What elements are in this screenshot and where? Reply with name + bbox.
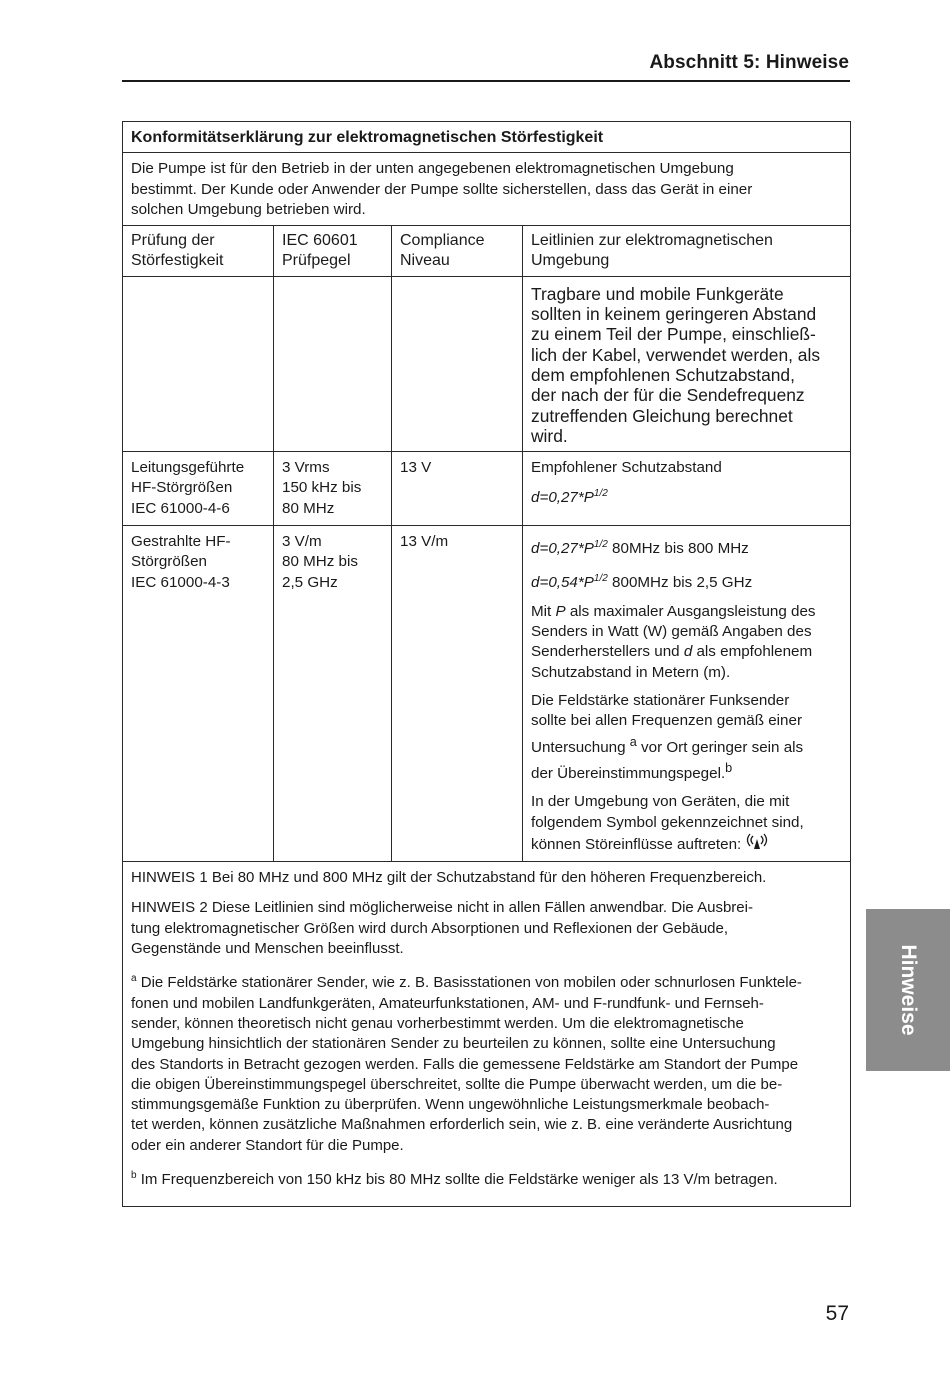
general-guidance: Tragbare und mobile Funkgeräte sollten in keinem geringeren Abstand zu einem Teil der Pumpe, einschließ- lich der Kabel, verwendet werden, als dem empfohlenen Schutzabstand, der nach der für die Sendefrequenz zutreffenden Gleichung berechnet wird. bbox=[523, 276, 851, 451]
radiated-guidance bbox=[523, 526, 851, 862]
column-header-row bbox=[123, 226, 851, 277]
general-guidance-row bbox=[123, 276, 851, 451]
empty-cell bbox=[392, 276, 523, 451]
column-header-test: Prüfung der Störfestigkeit bbox=[123, 226, 274, 277]
note-1: HINWEIS 1 Bei 80 MHz und 800 MHz gilt der Schutzabstand für den höheren Frequenzbereich. bbox=[131, 869, 767, 887]
table-title: Konformitätserklärung zur elektromagnetischen Störfestigkeit bbox=[123, 122, 851, 153]
table-notes bbox=[123, 862, 851, 1207]
column-header-guidance: Leitlinien zur elektromagnetischen Umgebung bbox=[523, 226, 851, 277]
header-rule bbox=[122, 80, 850, 82]
section-title: Abschnitt 5: Hinweise bbox=[649, 52, 849, 73]
emc-immunity-table bbox=[122, 121, 851, 1207]
footnote-a: $^a$ Die Feldstärke stationärer Sender, wie z. B. Basisstationen von mobilen oder schnurlosen Funktele- fonen und mobilen Landfunkgeräten, Amateurfunkstationen, AM- und F-rundfunk- und Fernseh- sender, können theoretisch nicht genau vorherbestimmt werden. Um die elektromagnetische Umgebung hinsichtlich der stationären Sender zu beurteilen zu können, sollte eine Untersuchung des Standorts in Betracht gezogen werden. Falls die gemessene Feldstärke am Standort der Pumpe die obigen Übereinstimmungspegel überschreitet, sollte die Pumpe überwacht werden, um die be- stimmungsgemäße Funktion zu überprüfen. Wenn ungewöhnliche Leistungsmerkmale beobach- tet werden, können zusätzliche Maßnahmen erforderlich sein, wie z. B. eine veränderte Ausrichtung oder ein anderer Standort für die Pumpe. bbox=[131, 973, 802, 1154]
radiated-level: 3 V/m 80 MHz bis 2,5 GHz bbox=[274, 526, 392, 862]
conducted-level: 3 Vrms 150 kHz bis 80 MHz bbox=[274, 452, 392, 526]
page-number: 57 bbox=[825, 1302, 849, 1325]
conducted-test: Leitungsgeführte HF-Störgrößen IEC 61000-4-6 bbox=[123, 452, 274, 526]
conducted-guidance: Empfohlener Schutzabstand $d=0,27*P^{1/2}$ bbox=[523, 452, 851, 526]
empty-cell bbox=[123, 276, 274, 451]
radiated-rf-row bbox=[123, 526, 851, 862]
conducted-rf-row bbox=[123, 452, 851, 526]
radiated-formula-1: $d=0,27*P^{1/2}$ 80MHz bis 800 MHz bbox=[531, 539, 749, 558]
non-ionizing-radiation-icon bbox=[745, 833, 769, 851]
note-2: HINWEIS 2 Diese Leitlinien sind möglicherweise nicht in allen Fällen anwendbar. Die Ausbrei- tung elektromagnetischer Größen wird durch Absorptionen und Reflexionen der Gebäude, Gegenstände und Menschen beeinflusst. bbox=[131, 899, 753, 958]
side-tab-hinweise[interactable] bbox=[866, 909, 950, 1071]
column-header-level: IEC 60601 Prüfpegel bbox=[274, 226, 392, 277]
notes-row bbox=[123, 862, 851, 1207]
conducted-compliance: 13 V bbox=[392, 452, 523, 526]
symbol-note: In der Umgebung von Geräten, die mit folgendem Symbol gekennzeichnet sind, können Störeinflüsse auftreten: bbox=[531, 793, 804, 853]
radiated-formula-2: $d=0,54*P^{1/2}$ 800MHz bis 2,5 GHz bbox=[531, 573, 753, 592]
power-definition: Mit P als maximaler Ausgangsleistung des Senders in Watt (W) gemäß Angaben des Senderherstellers und d als empfohlenem Schutzabstand in Metern (m). bbox=[531, 602, 816, 681]
table-intro: Die Pumpe ist für den Betrieb in der unten angegebenen elektromagnetischen Umgebung bestimmt. Der Kunde oder Anwender der Pumpe sollte sicherstellen, dass das Gerät in einer solchen Umgebung betrieben wird. bbox=[123, 153, 851, 226]
column-header-compliance: Compliance Niveau bbox=[392, 226, 523, 277]
radiated-test: Gestrahlte HF- Störgrößen IEC 61000-4-3 bbox=[123, 526, 274, 862]
empty-cell bbox=[274, 276, 392, 451]
conducted-formula: $d=0,27*P^{1/2}$ bbox=[531, 488, 608, 507]
radiated-compliance: 13 V/m bbox=[392, 526, 523, 862]
field-strength-note: Die Feldstärke stationärer Funksender sollte bei allen Frequenzen gemäß einer Untersuchung $^a$ vor Ort geringer sein als der Übereinstimmungspegel.$^b$ bbox=[531, 691, 804, 782]
side-tab-label: Hinweise bbox=[897, 944, 920, 1036]
footnote-b: $^b$ Im Frequenzbereich von 150 kHz bis 80 MHz sollte die Feldstärke weniger als 13 V/m betragen. bbox=[131, 1170, 778, 1189]
